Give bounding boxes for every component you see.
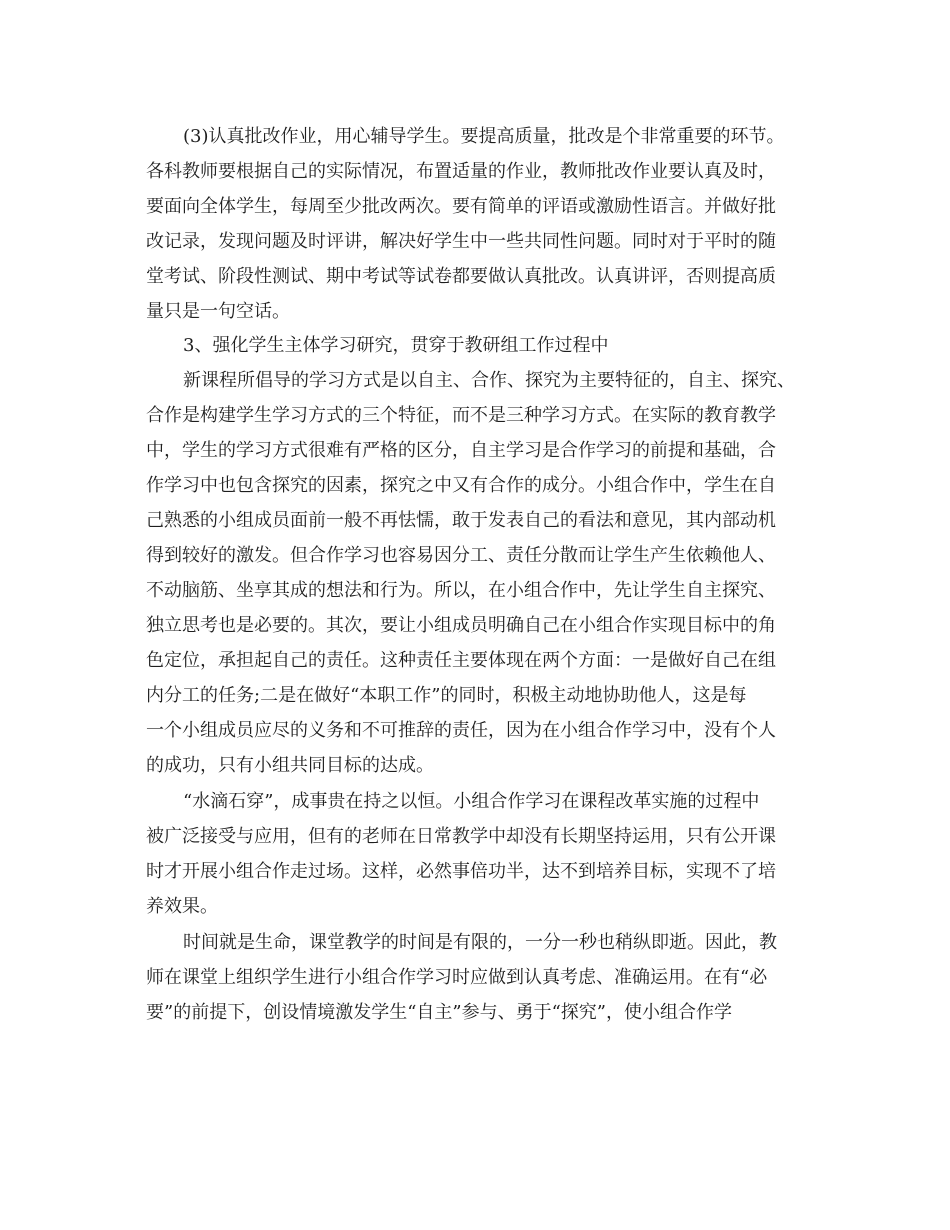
paragraph-line: 改记录，发现问题及时评讲，解决好学生中一些共同性问题。同时对于平时的随 (146, 231, 776, 252)
paragraph-line: 内分工的任务;二是在做好“本职工作”的同时，积极主动地协助他人，这是每 (146, 685, 747, 706)
paragraph-line: 要”的前提下，创设情境激发学生“自主”参与、勇于“探究”，使小组合作学 (146, 1002, 733, 1023)
paragraph-line: 养效果。 (146, 896, 218, 917)
paragraph-line: 中，学生的学习方式很难有严格的区分，自主学习是合作学习的前提和基础，合 (146, 440, 776, 461)
paragraph-line: 不动脑筋、坐享其成的想法和行为。所以，在小组合作中，先让学生自主探究、 (146, 580, 776, 601)
paragraph-line: 色定位，承担起自己的责任。这种责任主要体现在两个方面：一是做好自己在组 (146, 650, 776, 671)
paragraph-line: 要面向全体学生，每周至少批改两次。要有简单的评语或激励性语言。并做好批 (146, 196, 776, 217)
paragraph-line: 新课程所倡导的学习方式是以自主、合作、探究为主要特征的，自主、探究、 (183, 370, 795, 391)
paragraph-line: 被广泛接受与应用，但有的老师在日常教学中却没有长期坚持运用，只有公开课 (146, 826, 776, 847)
paragraph-line: 得到较好的激发。但合作学习也容易因分工、责任分散而让学生产生依赖他人、 (146, 545, 776, 566)
paragraph-line: 时间就是生命，课堂教学的时间是有限的，一分一秒也稍纵即逝。因此，教 (183, 932, 777, 953)
paragraph-line: (3)认真批改作业，用心辅导学生。要提高质量，批改是个非常重要的环节。 (183, 126, 785, 147)
paragraph-line: 的成功，只有小组共同目标的达成。 (146, 755, 434, 776)
paragraph-line: 时才开展小组合作走过场。这样，必然事倍功半，达不到培养目标，实现不了培 (146, 861, 776, 882)
paragraph-line: 独立思考也是必要的。其次，要让小组成员明确自己在小组合作实现目标中的角 (146, 615, 776, 636)
paragraph-line: 量只是一句空话。 (146, 301, 290, 322)
paragraph-line: 作学习中也包含探究的因素，探究之中又有合作的成分。小组合作中，学生在自 (146, 475, 776, 496)
paragraph-line: 各科教师要根据自己的实际情况，布置适量的作业，教师批改作业要认真及时， (146, 161, 776, 182)
section-heading: 3、强化学生主体学习研究，贯穿于教研组工作过程中 (183, 335, 609, 356)
paragraph-line: 己熟悉的小组成员面前一般不再怯懦，敢于发表自己的看法和意见，其内部动机 (146, 510, 776, 531)
paragraph-line: “水滴石穿”，成事贵在持之以恒。小组合作学习在课程改革实施的过程中 (183, 791, 760, 812)
paragraph-line: 一个小组成员应尽的义务和不可推辞的责任，因为在小组合作学习中，没有个人 (146, 720, 776, 741)
paragraph-line: 合作是构建学生学习方式的三个特征，而不是三种学习方式。在实际的教育教学 (146, 405, 776, 426)
paragraph-line: 堂考试、阶段性测试、期中考试等试卷都要做认真批改。认真讲评，否则提高质 (146, 266, 776, 287)
paragraph-line: 师在课堂上组织学生进行小组合作学习时应做到认真考虑、准确运用。在有“必 (146, 967, 768, 988)
